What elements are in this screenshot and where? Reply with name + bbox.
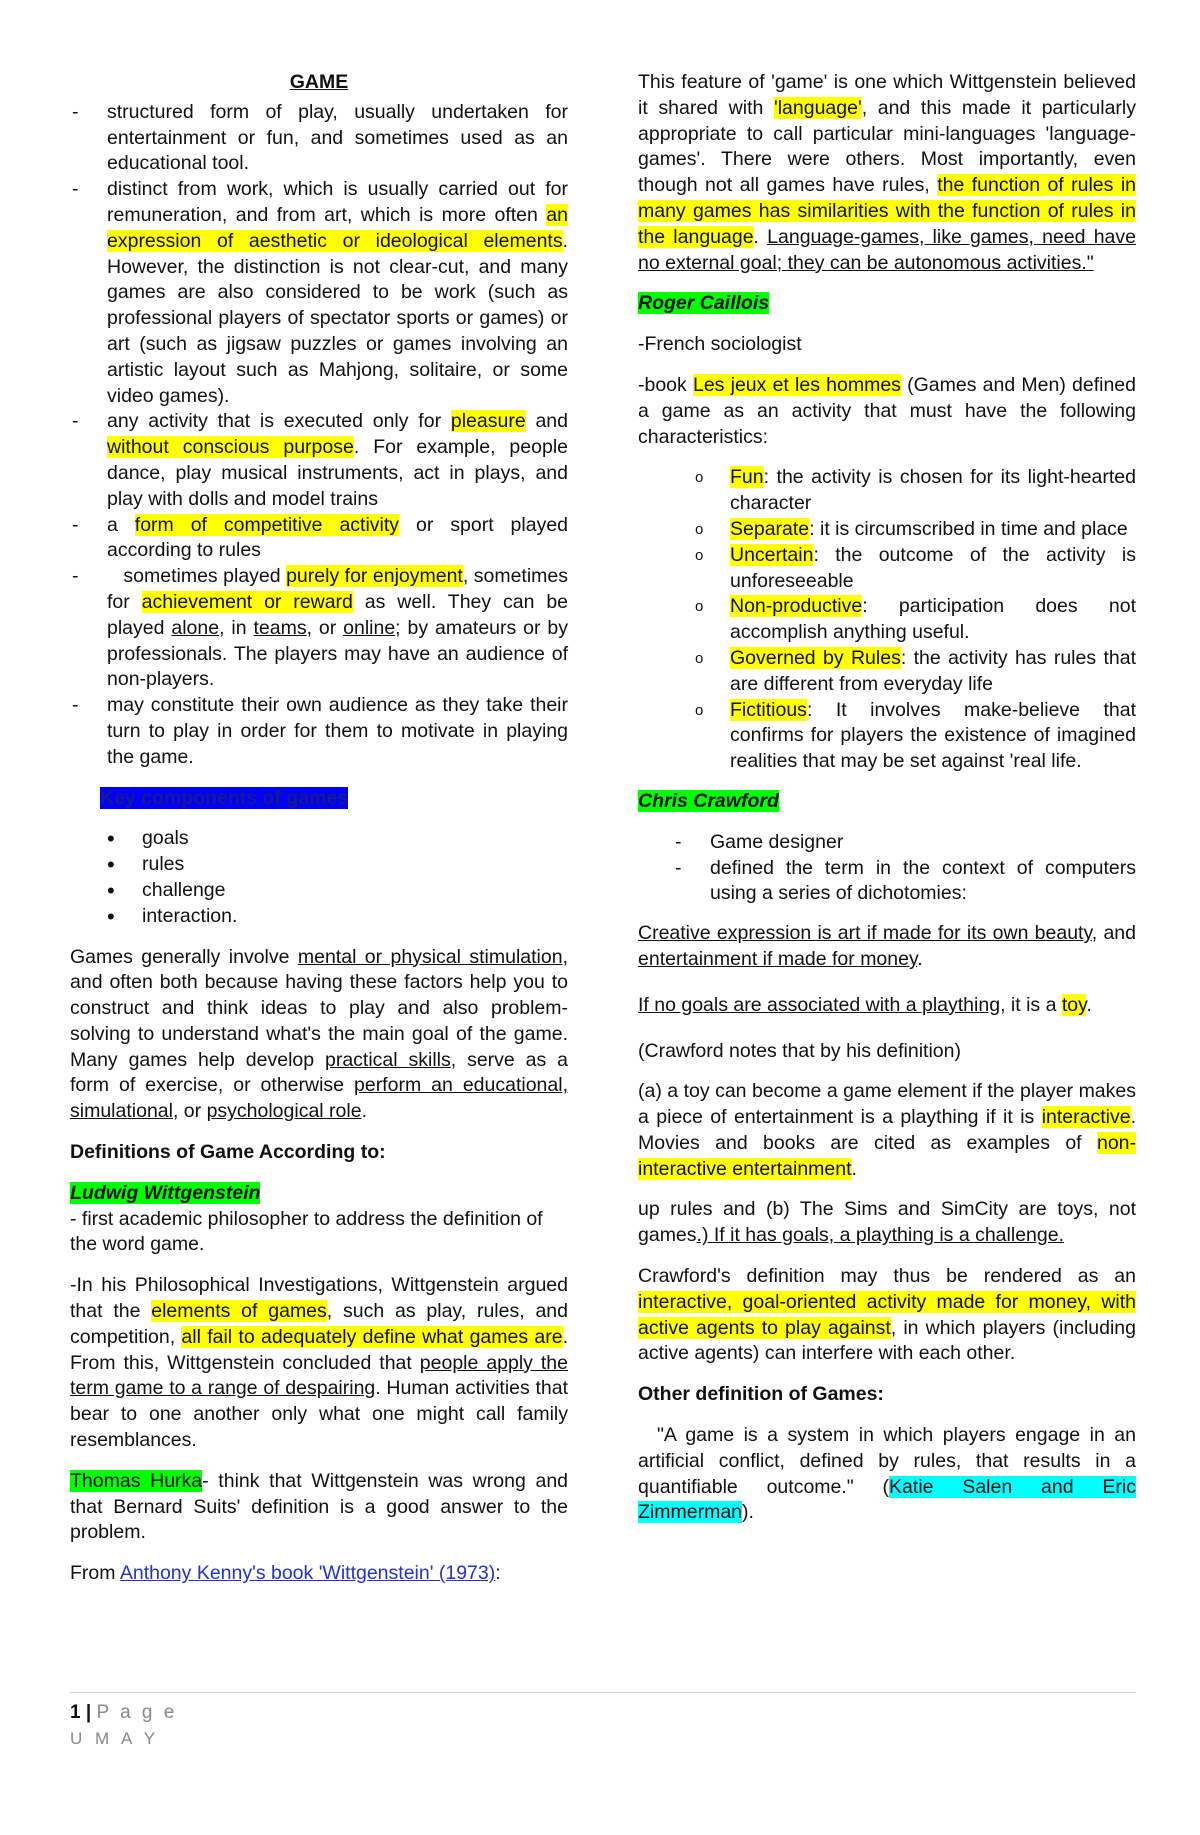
page-number: 1 | P a g e: [70, 1702, 178, 1723]
list-item: o Separate: it is circumscribed in time and place: [693, 517, 1136, 543]
game-definition-list: [70, 100, 568, 771]
wittgenstein-heading: Ludwig Wittgenstein: [70, 1181, 261, 1204]
definitions-heading: Definitions of Game According to:: [70, 1141, 386, 1164]
list-item: - Game designer: [673, 830, 1136, 856]
page-footer: [70, 1700, 177, 1752]
list-item: - any activity that is executed only for pleasure and without conscious purpose. For example, people dance, play musical instruments, act in plays, and play with dolls and model trains: [70, 409, 568, 512]
caillois-heading: Roger Caillois: [638, 292, 770, 315]
crawford-heading: Chris Crawford: [638, 789, 779, 812]
salen-zimmerman-quote: "A game is a system in which players engage in an artificial conflict, defined by rules, that results in a quantifiable outcome." (Katie Salen and Eric Zimmerman).: [638, 1424, 1136, 1524]
crawford-definition: Crawford's definition may thus be rendered as an interactive, goal-oriented activity made for money, with active agents to play against, in which players (including active agents) can interfere with each other.: [638, 1265, 1136, 1365]
crawford-list: [673, 830, 1136, 907]
games-paragraph: Games generally involve mental or physical stimulation, and often both because having these factors help you to construct and think ideas to play and also problem-solving to understand what's the main goal of the game. Many games help develop practical skills, serve as a form of exercise, or otherwise perform an educational, simulational, or psychological role.: [70, 945, 569, 1123]
list-item: o Non-productive: participation does not accomplish anything useful.: [693, 594, 1136, 646]
list-item: - may constitute their own audience as they take their turn to play in order for them to motivate in playing the game.: [70, 693, 568, 770]
list-item: • interaction.: [105, 904, 568, 930]
toy-paragraph: (a) a toy can become a game element if the player makes a piece of entertainment is a plaything if it is interactive. Movies and books are cited as examples of non-interactive entertainment.: [638, 1080, 1136, 1180]
list-item: o Fictitious: It involves make-believe that confirms for players the existence of imagined realities that may be set against 'real life.: [693, 698, 1136, 775]
wittgenstein-intro: - first academic philosopher to address the definition of the word game.: [70, 1207, 543, 1256]
caillois-book: -book Les jeux et les hommes (Games and Men) defined a game as an activity that must have the following characteristics:: [638, 373, 1136, 448]
list-item: • rules: [105, 852, 568, 878]
creative-paragraph: Creative expression is art if made for its own beauty, and entertainment if made for money.: [638, 922, 1136, 970]
list-item: o Governed by Rules: the activity has rules that are different from everyday life: [693, 646, 1136, 698]
kenny-reference: From Anthony Kenny's book 'Wittgenstein' (1973):: [70, 1562, 501, 1585]
list-item: - a form of competitive activity or sport played according to rules: [70, 513, 568, 565]
characteristics-list: [693, 465, 1136, 775]
right-column: [638, 70, 1136, 1541]
list-item: - distinct from work, which is usually carried out for remuneration, and from art, which is more often an expression of aesthetic or ideological elements. However, the distinction is not clear-cut, and many games are also considered to be work (such as professional players of spectator sports or games) or art (such as jigsaw puzzles or games involving an artistic layout such as Mahjong, solitaire, or some video games).: [70, 177, 568, 409]
crawford-notes: (Crawford notes that by his definition): [638, 1039, 961, 1062]
kenny-book-link[interactable]: Anthony Kenny's book 'Wittgenstein' (1973): [119, 1562, 496, 1585]
key-components-list: [105, 826, 568, 929]
page-title: GAME: [289, 71, 349, 93]
left-column: [70, 70, 568, 1602]
list-item: • challenge: [105, 878, 568, 904]
sims-paragraph: up rules and (b) The Sims and SimCity are toys, not games.) If it has goals, a plaything is a challenge.: [638, 1198, 1136, 1247]
no-goals-paragraph: If no goals are associated with a plaything, it is a toy.: [638, 993, 1092, 1016]
caillois-role: -French sociologist: [638, 333, 802, 356]
kenny-quote: This feature of 'game' is one which Wittgenstein believed it shared with 'language', and this made it particularly appropriate to call particular mini-languages 'language-games'. There were others. Most importantly, even though not all games have rules, the function of rules in many games has similarities with the function of rules in the language. Language-games, like games, need have no external goal; they can be autonomous activities.": [638, 71, 1136, 274]
other-definitions-heading: Other definition of Games:: [638, 1383, 884, 1406]
list-item: • goals: [105, 826, 568, 852]
list-item: - defined the term in the context of computers using a series of dichotomies:: [673, 856, 1136, 908]
wittgenstein-paragraph: -In his Philosophical Investigations, Wittgenstein argued that the elements of games, such as play, rules, and competition, all fail to adequately define what games are. From this, Wittgenstein concluded that people apply the term game to a range of despairing. Human activities that bear to one another only what one might call family resemblances.: [70, 1274, 568, 1452]
hurka-paragraph: Thomas Hurka- think that Wittgenstein was wrong and that Bernard Suits' definition is a good answer to the problem.: [70, 1469, 569, 1544]
key-components-heading: Key components of games: [100, 786, 349, 809]
list-item: o Uncertain: the outcome of the activity is unforeseeable: [693, 543, 1136, 595]
list-item: - structured form of play, usually undertaken for entertainment or fun, and sometimes used as an educational tool.: [70, 100, 568, 177]
list-item: - sometimes played purely for enjoyment, sometimes for achievement or reward as well. They can be played alone, in teams, or online; by amateurs or by professionals. The players may have an audience of non-players.: [70, 564, 568, 693]
list-item: o Fun: the activity is chosen for its light-hearted character: [693, 465, 1136, 517]
footer-divider: [70, 1692, 1136, 1693]
footer-author: U M A Y: [70, 1729, 160, 1748]
